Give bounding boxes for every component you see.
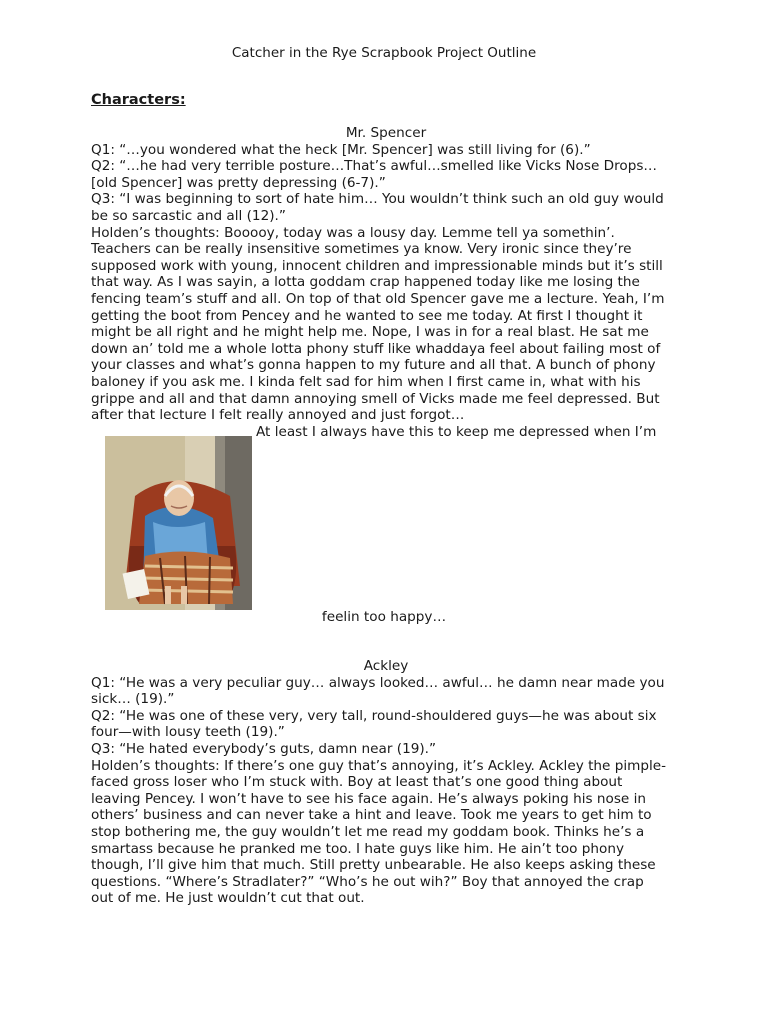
ackley-thoughts-line: faced gross loser who I’m stuck with. Boy at least that’s one good thing about — [91, 774, 623, 791]
spencer-thoughts-line: supposed work with young, innocent children and impressionable minds but it’s still — [91, 257, 663, 274]
spencer-q3-line2: be so sarcastic and all (12).” — [91, 207, 286, 224]
spencer-name: Mr. Spencer — [345, 125, 427, 141]
ackley-thoughts-line: others’ business and can never take a hint and leave. Took me years to get him to — [91, 807, 652, 824]
spencer-q3-line1: Q3: “I was beginning to sort of hate him… You wouldn’t think such an old guy would — [91, 191, 664, 208]
painting-caption-start: At least I always have this to keep me depressed when I’m — [256, 424, 657, 440]
spencer-painting-image — [105, 436, 252, 610]
spencer-thoughts-line: Teachers can be really insensitive sometimes ya know. Very ironic since they’re — [91, 241, 632, 258]
painting-of-old-man-in-robe — [105, 436, 252, 610]
ackley-thoughts-line: smartass because he pranked me too. I hate guys like him. He ain’t too phony — [91, 840, 625, 857]
spencer-thoughts-line: grippe and all and that damn annoying smell of Vicks made me feel depressed. But — [91, 390, 660, 407]
spencer-thoughts-line: might be all right and he might help me. Nope, I was in for a real blast. He sat me — [91, 324, 649, 341]
characters-heading: Characters: — [91, 92, 186, 108]
ackley-thoughts-line: leaving Pencey. I won’t have to see his face again. He’s always poking his nose in — [91, 790, 647, 807]
spencer-thoughts-line: after that lecture I felt really annoyed and just forgot… — [91, 407, 465, 424]
document-title: Catcher in the Rye Scrapbook Project Outline — [231, 45, 537, 61]
spencer-thoughts-line: down an’ told me a whole lotta phony stuff like whaddaya feel about failing most of — [91, 340, 661, 357]
spencer-thoughts-line: fencing team’s stuff and all. On top of that old Spencer gave me a lecture. Yeah, I’m — [91, 290, 665, 307]
ackley-thoughts-line: Holden’s thoughts: If there’s one guy that’s annoying, it’s Ackley. Ackley the pimple- — [91, 757, 667, 774]
ackley-name: Ackley — [363, 658, 409, 674]
spencer-thoughts-line: getting the boot from Pencey and he wanted to see me today. At first I thought it — [91, 307, 643, 324]
spencer-q2-line1: Q2: “…he had very terrible posture…That’s awful…smelled like Vicks Nose Drops… — [91, 158, 658, 175]
spencer-thoughts-line: Holden’s thoughts: Booooy, today was a lousy day. Lemme tell ya somethin’. — [91, 224, 615, 241]
ackley-q1-line2: sick… (19).” — [91, 691, 175, 708]
ackley-section — [91, 658, 681, 907]
ackley-q3: Q3: “He hated everybody’s guts, damn near (19).” — [91, 740, 437, 757]
spencer-thoughts-line: baloney if you ask me. I kinda felt sad for him when I first came in, what with his — [91, 373, 641, 390]
ackley-thoughts-line: stop bothering me, the guy wouldn’t let me read my goddam book. Thinks he’s a — [91, 823, 645, 840]
ackley-thoughts-line: though, I’ll give him that much. Still pretty unbearable. He also keeps asking these — [91, 857, 656, 874]
ackley-thoughts-line: questions. “Where’s Stradlater?” “Who’s he out wih?” Boy that annoyed the crap — [91, 873, 644, 890]
ackley-q2-line1: Q2: “He was one of these very, very tall, round-shouldered guys—he was about six — [91, 707, 657, 724]
spencer-q1: Q1: “…you wondered what the heck [Mr. Spencer] was still living for (6).” — [91, 141, 591, 158]
ackley-q2-line2: four—with lousy teeth (19).” — [91, 724, 285, 741]
painting-caption-end: feelin too happy… — [321, 609, 447, 625]
spencer-thoughts-line: your classes and what’s gonna happen to my future and all that. A bunch of phony — [91, 357, 656, 374]
spencer-q2-line2: [old Spencer] was pretty depressing (6-7).” — [91, 174, 386, 191]
spencer-thoughts-line: that way. As I was sayin, a lotta goddam crap happened today like me losing the — [91, 274, 640, 291]
ackley-thoughts-line: out of me. He just wouldn’t cut that out. — [91, 890, 365, 907]
spencer-section — [91, 125, 681, 424]
ackley-q1-line1: Q1: “He was a very peculiar guy… always looked… awful… he damn near made you — [91, 674, 665, 691]
